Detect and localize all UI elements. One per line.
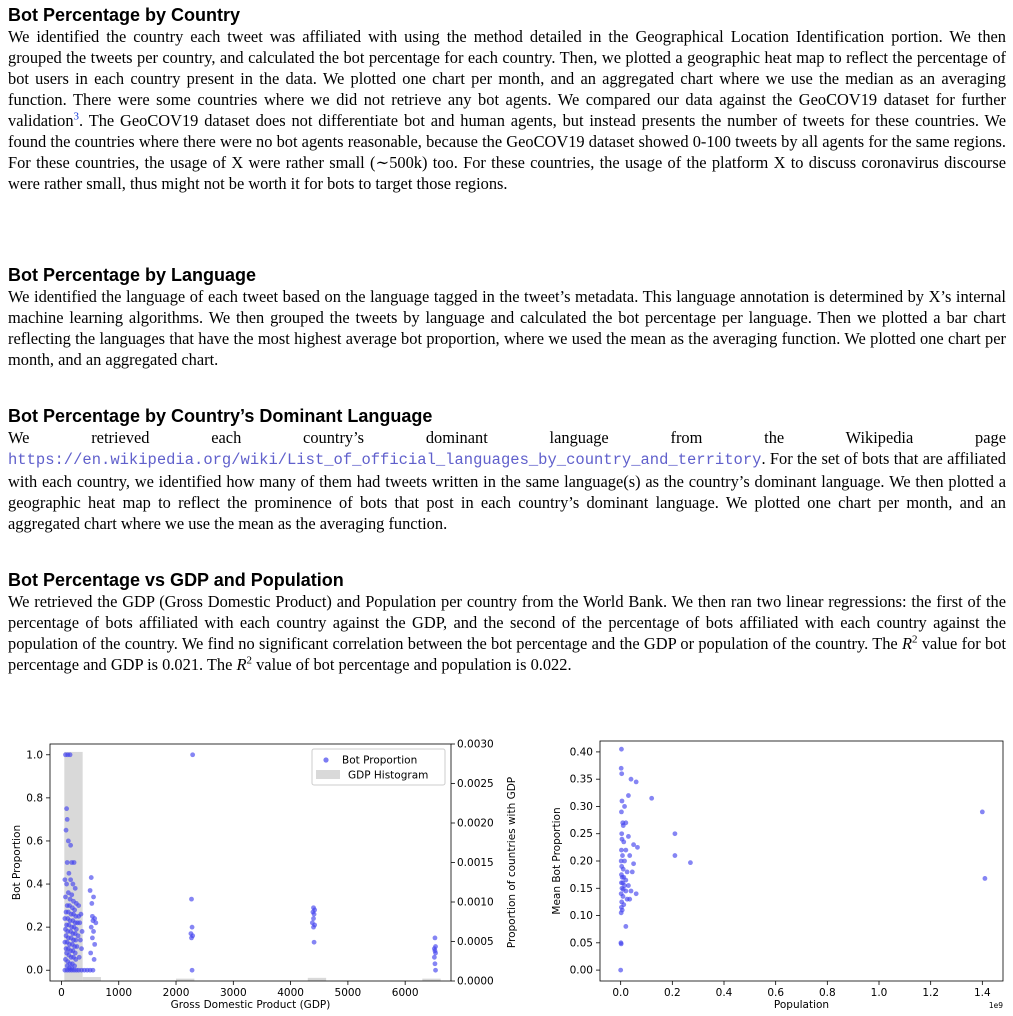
y-axis-label: Mean Bot Proportion xyxy=(551,807,563,915)
data-point xyxy=(77,955,82,960)
data-point xyxy=(980,810,985,815)
y-tick-label: 0.4 xyxy=(26,878,43,891)
histogram-bar xyxy=(83,977,101,981)
data-point xyxy=(91,895,96,900)
data-point xyxy=(190,752,195,757)
population-scatter-chart xyxy=(540,736,1013,1016)
data-point xyxy=(619,771,624,776)
y-axis-label: Bot Proportion xyxy=(11,824,23,901)
x-tick-label: 0.6 xyxy=(767,987,785,999)
section-body: We identified the language of each tweet based on the language tagged in the tweet’s metadata. This language annotation is determined by X’s internal machine learning algorithms. We then grouped the tweets by language and calculated the bot percentage per language. Then we plotted a bar chart reflecting the languages that have the most highest average bot proportion, where we used the mean as the averaging function. We plotted one chart per month, and an aggregated chart. xyxy=(8,287,1006,369)
data-point xyxy=(621,867,626,872)
data-point xyxy=(673,831,678,836)
data-point xyxy=(68,877,73,882)
data-point xyxy=(89,875,94,880)
data-point xyxy=(622,804,627,809)
section-title: Bot Percentage by Country’s Dominant Language xyxy=(8,406,433,426)
y-tick-label: 0.35 xyxy=(569,773,593,786)
data-point xyxy=(649,796,654,801)
data-point xyxy=(90,936,95,941)
data-point xyxy=(631,861,636,866)
y2-tick-label: 0.0000 xyxy=(457,975,494,988)
data-point xyxy=(75,944,80,949)
data-point xyxy=(983,876,988,881)
data-point xyxy=(619,942,624,947)
data-point xyxy=(89,925,94,930)
y-tick-label: 0.15 xyxy=(569,882,593,895)
x-axis-multiplier: 1e9 xyxy=(988,1001,1003,1010)
data-point xyxy=(433,951,438,956)
data-point xyxy=(634,891,639,896)
legend-hist-marker xyxy=(316,770,340,779)
data-point xyxy=(80,929,85,934)
x-tick-label: 3000 xyxy=(219,987,247,999)
data-point xyxy=(634,780,639,785)
data-point xyxy=(622,859,627,864)
data-point xyxy=(190,925,195,930)
legend-label: GDP Histogram xyxy=(348,769,429,782)
data-point xyxy=(621,823,626,828)
x-tick-label: 0.2 xyxy=(663,987,681,999)
data-point xyxy=(189,936,194,941)
y2-tick-label: 0.0020 xyxy=(457,817,494,830)
data-point xyxy=(66,839,71,844)
x-tick-label: 0 xyxy=(58,987,65,999)
data-point xyxy=(89,901,94,906)
data-point xyxy=(619,810,624,815)
data-point xyxy=(629,889,634,894)
data-point xyxy=(311,916,316,921)
data-point xyxy=(72,860,77,865)
data-point xyxy=(627,853,632,858)
data-point xyxy=(63,895,68,900)
data-point xyxy=(432,955,437,960)
data-point xyxy=(433,936,438,941)
data-point xyxy=(627,897,632,902)
y2-tick-label: 0.0030 xyxy=(457,738,494,751)
x-tick-label: 2000 xyxy=(162,987,190,999)
data-point xyxy=(67,871,72,876)
x-axis-label: Population xyxy=(773,999,830,1011)
y2-tick-label: 0.0025 xyxy=(457,778,494,790)
y-tick-label: 1.0 xyxy=(26,749,43,762)
y-tick-label: 0.0 xyxy=(26,964,43,977)
gdp-scatter-chart xyxy=(0,736,535,1016)
data-point xyxy=(76,933,81,938)
data-point xyxy=(78,938,83,943)
data-point xyxy=(68,843,73,848)
section-title: Bot Percentage by Country xyxy=(8,5,241,25)
x-tick-label: 0.0 xyxy=(612,987,630,999)
data-point xyxy=(73,938,78,943)
data-point xyxy=(92,957,97,962)
data-point xyxy=(312,912,317,917)
data-point xyxy=(630,870,635,875)
data-point xyxy=(619,831,624,836)
data-point xyxy=(76,903,81,908)
data-point xyxy=(64,882,69,887)
data-point xyxy=(88,951,93,956)
x-tick-label: 0.4 xyxy=(715,987,733,999)
data-point xyxy=(626,883,631,888)
y-tick-label: 0.30 xyxy=(569,800,593,813)
y-tick-label: 0.00 xyxy=(569,964,593,977)
data-point xyxy=(79,946,84,951)
histogram-bar xyxy=(308,978,326,981)
y-tick-label: 0.25 xyxy=(569,828,593,841)
y-tick-label: 0.10 xyxy=(569,910,593,923)
section-body: We retrieved the GDP (Gross Domestic Product) and Population per country from the World Bank. We then ran two linear regressions: the first of the percentage of bots affiliated with each country against the GDP, and the second of the percentage of bots affiliated with each country against the population of the country. We find no significant correlation between the bot percentage and the GDP or population of the country. The $R^2$ value for bot percentage and GDP is 0.021. The $R^2$ value of bot percentage and population is 0.022. xyxy=(8,592,1007,674)
data-point xyxy=(625,870,630,875)
data-point xyxy=(73,951,78,956)
data-point xyxy=(64,828,69,833)
section-bot-language xyxy=(8,264,1006,370)
data-point xyxy=(72,908,77,913)
data-point xyxy=(673,853,678,858)
data-point xyxy=(623,924,628,929)
data-point xyxy=(65,860,70,865)
data-point xyxy=(619,848,624,853)
data-point xyxy=(433,961,438,966)
data-point xyxy=(190,968,195,973)
data-point xyxy=(433,968,438,973)
data-point xyxy=(64,806,69,811)
y-tick-label: 0.2 xyxy=(26,921,43,934)
x-tick-label: 0.8 xyxy=(818,987,836,999)
data-point xyxy=(62,877,67,882)
y2-tick-label: 0.0005 xyxy=(457,936,494,948)
data-point xyxy=(621,894,626,899)
x-tick-label: 1.0 xyxy=(870,987,888,999)
section-body: We retrieved each country’s dominant language from the Wikipedia page https://en.wikipedia.org/wiki/List_of_official_languages_by_country_and_territory. For the set of bots that are affiliated with each country, we identified how many of them had tweets written in the same language(s) as the country’s dominant language. We then plotted a geographic heat map to reflect the prominence of bots that post in each country’s dominant language. We plotted one chart per month, and an aggregated chart where we use the mean as the averaging function. xyxy=(8,428,1006,533)
y2-tick-label: 0.0015 xyxy=(457,857,494,869)
data-point xyxy=(65,817,70,822)
data-point xyxy=(312,940,317,945)
legend-point-marker xyxy=(323,757,328,762)
data-point xyxy=(311,925,316,930)
data-point xyxy=(74,927,79,932)
wikipedia-url-link[interactable]: https://en.wikipedia.org/wiki/List_of_official_languages_by_country_and_territory xyxy=(8,451,762,469)
data-point xyxy=(619,747,624,752)
y-tick-label: 0.6 xyxy=(26,835,43,848)
x-tick-label: 1000 xyxy=(105,987,133,999)
data-point xyxy=(623,848,628,853)
section-bot-gdp-population xyxy=(8,569,1006,675)
data-point xyxy=(618,968,623,973)
data-point xyxy=(629,777,634,782)
data-point xyxy=(688,860,693,865)
x-axis-label: Gross Domestic Product (GDP) xyxy=(170,999,331,1011)
data-point xyxy=(620,799,625,804)
x-tick-label: 1.4 xyxy=(973,987,991,999)
data-point xyxy=(619,910,624,915)
x-tick-label: 4000 xyxy=(277,987,304,999)
section-title: Bot Percentage by Language xyxy=(8,265,257,285)
data-point xyxy=(71,882,76,887)
x-tick-label: 6000 xyxy=(391,987,419,999)
plot-frame xyxy=(600,741,1003,981)
data-point xyxy=(623,889,628,894)
section-bot-country xyxy=(8,4,1006,194)
data-point xyxy=(93,920,98,925)
section-body: We identified the country each tweet was affiliated with using the method detailed in the Geographical Location Identification portion. We then grouped the tweets per country, and calculated the bot percentage for each country. Then, we plotted a geographic heat map to reflect the percentage of bot users in each country present in the data. We plotted one chart per month, and an aggregated chart where we use the median as an averaging function. There were some countries where we did not retrieve any bot agents. We compared our data against the GeoCOV19 dataset for further validation$^3$. The GeoCOV19 dataset does not differentiate bot and human agents, but instead presents the number of tweets for these countries. We found the countries where there were no bot agents reasonable, because the GeoCOV19 dataset showed 0-100 tweets by all agents for the same regions. For these countries, the usage of X were rather small (∼500k) too. For these countries, the usage of the platform X to discuss coronavirus discourse were rather small, thus might not be worth it for bots to target those regions. xyxy=(8,27,1006,193)
data-point xyxy=(631,842,636,847)
section-title: Bot Percentage vs GDP and Population xyxy=(8,570,344,590)
y2-tick-label: 0.0010 xyxy=(457,896,494,909)
legend-label: Bot Proportion xyxy=(342,754,418,767)
data-point xyxy=(92,942,97,947)
data-point xyxy=(626,793,631,798)
data-point xyxy=(68,752,73,757)
data-point xyxy=(621,840,626,845)
data-point xyxy=(635,845,640,850)
data-point xyxy=(69,892,74,897)
data-point xyxy=(79,912,84,917)
data-point xyxy=(189,897,194,902)
y-tick-label: 0.05 xyxy=(569,937,593,950)
y-tick-label: 0.20 xyxy=(569,855,593,868)
data-point xyxy=(77,920,82,925)
x-tick-label: 5000 xyxy=(334,987,362,999)
data-point xyxy=(88,888,93,893)
data-point xyxy=(626,834,631,839)
data-point xyxy=(91,968,96,973)
data-point xyxy=(73,886,78,891)
x-tick-label: 1.2 xyxy=(922,987,940,999)
y2-axis-label: Proportion of countries with GDP xyxy=(506,776,518,949)
footnote-link[interactable]: 3 xyxy=(73,110,80,123)
y-tick-label: 0.40 xyxy=(569,746,593,759)
data-point xyxy=(91,929,96,934)
data-point xyxy=(619,766,624,771)
data-point xyxy=(620,853,625,858)
y-tick-label: 0.8 xyxy=(26,792,43,805)
section-bot-dominant-language xyxy=(8,405,1006,534)
